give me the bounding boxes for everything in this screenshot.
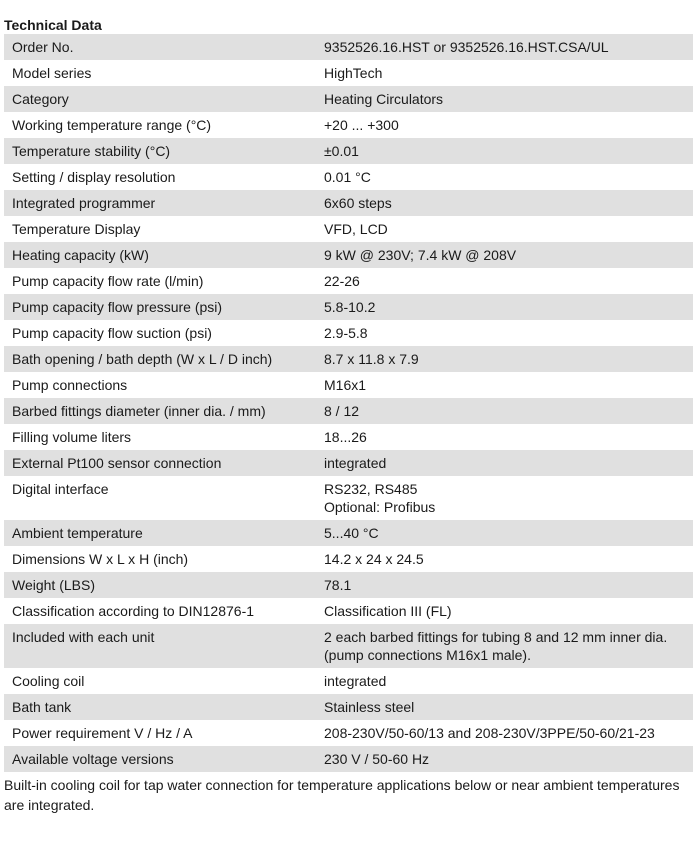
spec-value — [316, 572, 693, 598]
spec-value-line: (pump connections M16x1 male). — [324, 647, 531, 663]
table-row — [4, 86, 693, 112]
spec-value — [316, 424, 693, 450]
spec-value — [316, 268, 693, 294]
spec-label: Pump capacity flow pressure (psi) — [12, 299, 223, 315]
spec-value-line: Classification III (FL) — [324, 603, 452, 619]
spec-value-line: integrated — [324, 673, 387, 689]
table-row — [4, 598, 693, 624]
spec-label: Order No. — [12, 39, 74, 55]
spec-value-line: 8.7 x 11.8 x 7.9 — [324, 351, 419, 367]
spec-value — [316, 216, 693, 242]
spec-value-line: 78.1 — [324, 577, 352, 593]
spec-value-line: 2.9-5.8 — [324, 325, 368, 341]
spec-label: Barbed fittings diameter (inner dia. / mm) — [12, 403, 266, 419]
spec-label: Cooling coil — [12, 673, 85, 689]
spec-label: Category — [12, 91, 69, 107]
spec-value — [316, 372, 693, 398]
table-row — [4, 268, 693, 294]
spec-value-line: VFD, LCD — [324, 221, 388, 237]
spec-label: Setting / display resolution — [12, 169, 176, 185]
spec-value — [316, 138, 693, 164]
spec-value — [316, 476, 693, 520]
spec-value — [316, 668, 693, 694]
table-row — [4, 668, 693, 694]
spec-label: Bath opening / bath depth (W x L / D inch) — [12, 351, 273, 367]
spec-value — [316, 746, 693, 772]
spec-value — [316, 346, 693, 372]
spec-value — [316, 242, 693, 268]
table-row — [4, 372, 693, 398]
table-row — [4, 320, 693, 346]
spec-value — [316, 294, 693, 320]
spec-label: Weight (LBS) — [12, 577, 95, 593]
spec-value-line: 2 each barbed fittings for tubing 8 and 12 mm inner dia. — [324, 629, 668, 645]
table-row — [4, 34, 693, 60]
technical-data-table-body — [4, 34, 693, 772]
spec-value — [316, 546, 693, 572]
spec-value-line: +20 ... +300 — [324, 117, 399, 133]
spec-value-line: 9 kW @ 230V; 7.4 kW @ 208V — [324, 247, 517, 263]
table-row — [4, 138, 693, 164]
spec-value-line: 208-230V/50-60/13 and 208-230V/3PPE/50-60/21-23 — [324, 725, 655, 741]
spec-value — [316, 624, 693, 668]
spec-label: Available voltage versions — [12, 751, 174, 767]
table-row — [4, 294, 693, 320]
spec-value-line: 8 / 12 — [324, 403, 360, 419]
spec-value — [316, 450, 693, 476]
spec-value — [316, 164, 693, 190]
spec-value-line: 9352526.16.HST or 9352526.16.HST.CSA/UL — [324, 39, 609, 55]
spec-label: Included with each unit — [12, 629, 155, 645]
table-row — [4, 164, 693, 190]
spec-value-line: Optional: Profibus — [324, 499, 436, 515]
spec-label: Pump connections — [12, 377, 128, 393]
spec-value — [316, 320, 693, 346]
spec-value — [316, 720, 693, 746]
footnote: Built-in cooling coil for tap water connection for temperature applications below or near ambient temperatures are integrated. — [4, 777, 680, 813]
table-row — [4, 346, 693, 372]
table-row — [4, 624, 693, 668]
spec-label: Bath tank — [12, 699, 72, 715]
spec-value-line: ±0.01 — [324, 143, 359, 159]
spec-value-line: M16x1 — [324, 377, 367, 393]
spec-value-line: Heating Circulators — [324, 91, 444, 107]
spec-label: Pump capacity flow rate (l/min) — [12, 273, 204, 289]
spec-value — [316, 112, 693, 138]
table-row — [4, 520, 693, 546]
technical-data-table — [4, 34, 693, 772]
spec-value-line: Stainless steel — [324, 699, 415, 715]
table-row — [4, 572, 693, 598]
spec-label: Filling volume liters — [12, 429, 132, 445]
spec-label: Digital interface — [12, 481, 109, 497]
spec-value-line: 5.8-10.2 — [324, 299, 376, 315]
spec-label: Dimensions W x L x H (inch) — [12, 551, 189, 567]
spec-value — [316, 694, 693, 720]
spec-label: Power requirement V / Hz / A — [12, 725, 193, 741]
spec-value-line: 5...40 °C — [324, 525, 379, 541]
table-row — [4, 190, 693, 216]
spec-value — [316, 86, 693, 112]
table-row — [4, 720, 693, 746]
table-row — [4, 450, 693, 476]
spec-label: Temperature stability (°C) — [12, 143, 171, 159]
spec-label: Integrated programmer — [12, 195, 156, 211]
spec-value-line: RS232, RS485 — [324, 481, 418, 497]
table-row — [4, 546, 693, 572]
spec-label: Pump capacity flow suction (psi) — [12, 325, 212, 341]
spec-value-line: 14.2 x 24 x 24.5 — [324, 551, 424, 567]
spec-label: External Pt100 sensor connection — [12, 455, 222, 471]
spec-value — [316, 60, 693, 86]
table-row — [4, 694, 693, 720]
spec-value — [316, 190, 693, 216]
spec-value-line: 230 V / 50-60 Hz — [324, 751, 430, 767]
table-row — [4, 746, 693, 772]
spec-value-line: integrated — [324, 455, 387, 471]
spec-value-line: 6x60 steps — [324, 195, 392, 211]
spec-label: Classification according to DIN12876-1 — [12, 603, 255, 619]
spec-value — [316, 34, 693, 60]
table-row — [4, 424, 693, 450]
section-heading: Technical Data — [4, 17, 102, 33]
spec-label: Model series — [12, 65, 92, 81]
spec-value — [316, 598, 693, 624]
table-row — [4, 60, 693, 86]
spec-label: Ambient temperature — [12, 525, 143, 541]
spec-value-line: HighTech — [324, 65, 383, 81]
spec-value-line: 22-26 — [324, 273, 360, 289]
spec-value — [316, 398, 693, 424]
table-row — [4, 112, 693, 138]
spec-label: Working temperature range (°C) — [12, 117, 212, 133]
spec-value-line: 18...26 — [324, 429, 367, 445]
spec-value-line: 0.01 °C — [324, 169, 371, 185]
spec-label: Heating capacity (kW) — [12, 247, 149, 263]
table-row — [4, 398, 693, 424]
table-row — [4, 216, 693, 242]
spec-label: Temperature Display — [12, 221, 141, 237]
table-row — [4, 242, 693, 268]
table-row — [4, 476, 693, 520]
spec-value — [316, 520, 693, 546]
